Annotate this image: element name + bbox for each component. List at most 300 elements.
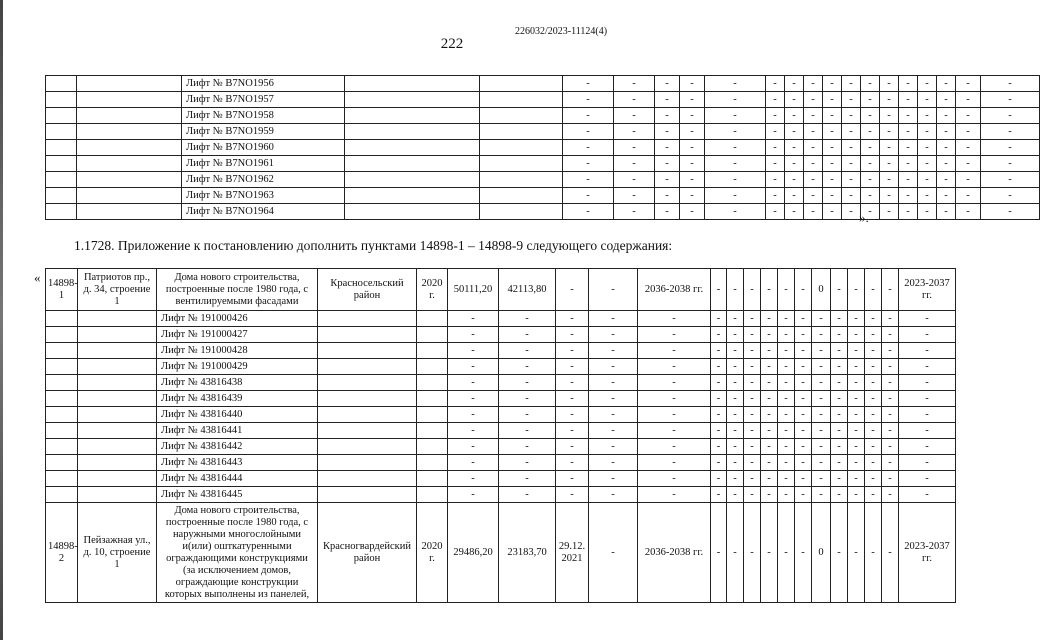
- entry-area2: 42113,80: [499, 269, 556, 311]
- table-row: [46, 503, 956, 603]
- table-row: [46, 455, 956, 471]
- dash-cell: -: [918, 204, 937, 220]
- dash-cell: -: [848, 455, 865, 471]
- dash-cell: -: [744, 423, 761, 439]
- dash-cell: -: [823, 76, 842, 92]
- lift-label: Лифт № 43816443: [157, 455, 318, 471]
- dash-cell: -: [778, 327, 795, 343]
- dash-cell: -: [831, 311, 848, 327]
- dash-cell: -: [795, 343, 812, 359]
- empty-cell: [78, 439, 157, 455]
- dash-cell: -: [956, 76, 981, 92]
- empty-cell: [345, 140, 480, 156]
- dash-cell: -: [655, 124, 680, 140]
- dash-cell: -: [812, 359, 831, 375]
- dash-cell: -: [899, 407, 956, 423]
- lift-label: Лифт № B7NO1959: [182, 124, 345, 140]
- dash-cell: -: [448, 375, 499, 391]
- dash-cell: -: [861, 76, 880, 92]
- dash-cell: -: [831, 269, 848, 311]
- dash-cell: -: [899, 455, 956, 471]
- dash-cell: -: [744, 311, 761, 327]
- dash-cell: -: [899, 471, 956, 487]
- dash-cell: -: [981, 188, 1040, 204]
- dash-cell: -: [865, 503, 882, 603]
- dash-cell: -: [899, 108, 918, 124]
- dash-cell: -: [744, 391, 761, 407]
- dash-cell: -: [956, 156, 981, 172]
- entry-district: Красногвардейский район: [318, 503, 417, 603]
- dash-cell: -: [680, 188, 705, 204]
- dash-cell: -: [680, 92, 705, 108]
- entry-address: Пейзажная ул., д. 10, строение 1: [78, 503, 157, 603]
- dash-cell: -: [778, 311, 795, 327]
- dash-cell: -: [614, 108, 655, 124]
- dash-cell: -: [865, 391, 882, 407]
- dash-cell: -: [778, 359, 795, 375]
- dash-cell: -: [655, 156, 680, 172]
- dash-cell: -: [956, 140, 981, 156]
- dash-cell: -: [865, 407, 882, 423]
- empty-cell: [417, 455, 448, 471]
- table-row: [46, 204, 1040, 220]
- dash-cell: -: [705, 204, 766, 220]
- dash-cell: -: [448, 423, 499, 439]
- lift-label: Лифт № 43816440: [157, 407, 318, 423]
- dash-cell: -: [761, 327, 778, 343]
- dash-cell: -: [766, 172, 785, 188]
- dash-cell: -: [880, 140, 899, 156]
- dash-cell: -: [899, 343, 956, 359]
- dash-cell: -: [556, 359, 589, 375]
- empty-cell: [77, 124, 182, 140]
- dash-cell: -: [655, 108, 680, 124]
- dash-cell: -: [785, 124, 804, 140]
- empty-cell: [77, 156, 182, 172]
- zero-cell: 0: [812, 503, 831, 603]
- amendment-table: [45, 268, 956, 603]
- dash-cell: -: [918, 156, 937, 172]
- lift-label: Лифт № B7NO1964: [182, 204, 345, 220]
- dash-cell: -: [831, 455, 848, 471]
- dash-cell: -: [918, 92, 937, 108]
- dash-cell: -: [842, 156, 861, 172]
- dash-cell: -: [842, 204, 861, 220]
- dash-cell: -: [499, 407, 556, 423]
- dash-cell: -: [766, 92, 785, 108]
- dash-cell: -: [499, 471, 556, 487]
- dash-cell: -: [823, 156, 842, 172]
- dash-cell: -: [448, 391, 499, 407]
- dash-cell: -: [804, 204, 823, 220]
- dash-cell: -: [937, 92, 956, 108]
- dash-cell: -: [589, 359, 638, 375]
- dash-cell: -: [812, 407, 831, 423]
- dash-cell: -: [937, 76, 956, 92]
- table-row: [46, 92, 1040, 108]
- page-number: 222: [440, 36, 464, 52]
- dash-cell: -: [766, 188, 785, 204]
- dash-cell: -: [899, 156, 918, 172]
- dash-cell: -: [766, 140, 785, 156]
- dash-cell: -: [766, 124, 785, 140]
- dash-cell: -: [831, 503, 848, 603]
- dash-cell: -: [499, 359, 556, 375]
- dash-cell: -: [727, 423, 744, 439]
- dash-cell: -: [880, 156, 899, 172]
- dash-cell: -: [882, 455, 899, 471]
- empty-cell: [318, 343, 417, 359]
- dash-cell: -: [882, 375, 899, 391]
- entry-area1: 29486,20: [448, 503, 499, 603]
- dash-cell: -: [848, 269, 865, 311]
- dash-cell: -: [848, 423, 865, 439]
- dash-cell: -: [842, 124, 861, 140]
- dash-cell: -: [981, 204, 1040, 220]
- empty-cell: [345, 172, 480, 188]
- empty-cell: [46, 439, 78, 455]
- dash-cell: -: [556, 311, 589, 327]
- dash-cell: -: [655, 140, 680, 156]
- dash-cell: -: [563, 124, 614, 140]
- table-row: [46, 140, 1040, 156]
- lift-label: Лифт № 43816438: [157, 375, 318, 391]
- dash-cell: -: [727, 343, 744, 359]
- dash-cell: -: [744, 439, 761, 455]
- empty-cell: [417, 439, 448, 455]
- table-row: [46, 407, 956, 423]
- dash-cell: -: [761, 269, 778, 311]
- dash-cell: -: [563, 204, 614, 220]
- dash-cell: -: [589, 343, 638, 359]
- dash-cell: -: [865, 487, 882, 503]
- dash-cell: -: [680, 156, 705, 172]
- dash-cell: -: [795, 269, 812, 311]
- dash-cell: -: [865, 311, 882, 327]
- lift-label: Лифт № 43816444: [157, 471, 318, 487]
- empty-cell: [417, 359, 448, 375]
- dash-cell: -: [744, 455, 761, 471]
- empty-cell: [318, 471, 417, 487]
- dash-cell: -: [499, 391, 556, 407]
- empty-cell: [318, 311, 417, 327]
- dash-cell: -: [882, 359, 899, 375]
- dash-cell: -: [499, 327, 556, 343]
- dash-cell: -: [842, 76, 861, 92]
- dash-cell: -: [882, 487, 899, 503]
- dash-cell: -: [918, 124, 937, 140]
- dash-cell: -: [589, 503, 638, 603]
- dash-cell: -: [899, 76, 918, 92]
- empty-cell: [77, 188, 182, 204]
- dash-cell: -: [956, 188, 981, 204]
- dash-cell: -: [563, 156, 614, 172]
- dash-cell: -: [795, 503, 812, 603]
- dash-cell: -: [981, 140, 1040, 156]
- empty-cell: [480, 204, 563, 220]
- dash-cell: -: [499, 455, 556, 471]
- dash-cell: -: [589, 375, 638, 391]
- dash-cell: -: [778, 487, 795, 503]
- dash-cell: -: [727, 375, 744, 391]
- dash-cell: -: [778, 269, 795, 311]
- dash-cell: -: [981, 92, 1040, 108]
- dash-cell: -: [638, 487, 711, 503]
- dash-cell: -: [861, 108, 880, 124]
- dash-cell: -: [981, 76, 1040, 92]
- opening-quote: «: [34, 270, 41, 285]
- dash-cell: -: [448, 487, 499, 503]
- dash-cell: -: [761, 423, 778, 439]
- empty-cell: [345, 124, 480, 140]
- table-row: [46, 359, 956, 375]
- lift-label: Лифт № 43816441: [157, 423, 318, 439]
- dash-cell: -: [680, 108, 705, 124]
- dash-cell: -: [823, 124, 842, 140]
- dash-cell: -: [744, 487, 761, 503]
- empty-cell: [77, 140, 182, 156]
- dash-cell: -: [882, 439, 899, 455]
- dash-cell: -: [589, 327, 638, 343]
- dash-cell: -: [705, 172, 766, 188]
- dash-cell: -: [638, 391, 711, 407]
- dash-cell: -: [761, 407, 778, 423]
- lift-label: Лифт № 43816439: [157, 391, 318, 407]
- dash-cell: -: [882, 327, 899, 343]
- dash-cell: -: [804, 156, 823, 172]
- dash-cell: -: [711, 439, 727, 455]
- dash-cell: -: [761, 375, 778, 391]
- empty-cell: [46, 108, 77, 124]
- dash-cell: -: [795, 455, 812, 471]
- dash-cell: -: [744, 359, 761, 375]
- dash-cell: -: [865, 327, 882, 343]
- entry-year: 2020 г.: [417, 503, 448, 603]
- dash-cell: -: [744, 471, 761, 487]
- dash-cell: -: [899, 327, 956, 343]
- table-row: [46, 343, 956, 359]
- table-row: [46, 423, 956, 439]
- dash-cell: -: [563, 188, 614, 204]
- empty-cell: [417, 311, 448, 327]
- dash-cell: -: [812, 439, 831, 455]
- table-row: [46, 156, 1040, 172]
- dash-cell: -: [785, 108, 804, 124]
- dash-cell: -: [861, 140, 880, 156]
- empty-cell: [417, 407, 448, 423]
- dash-cell: -: [918, 140, 937, 156]
- dash-cell: -: [448, 327, 499, 343]
- dash-cell: -: [882, 343, 899, 359]
- dash-cell: -: [804, 124, 823, 140]
- dash-cell: -: [727, 471, 744, 487]
- dash-cell: -: [711, 311, 727, 327]
- dash-cell: -: [899, 204, 918, 220]
- dash-cell: -: [861, 172, 880, 188]
- dash-cell: -: [831, 487, 848, 503]
- dash-cell: -: [831, 359, 848, 375]
- empty-cell: [345, 156, 480, 172]
- dash-cell: -: [744, 343, 761, 359]
- dash-cell: -: [711, 455, 727, 471]
- dash-cell: -: [589, 311, 638, 327]
- dash-cell: -: [848, 391, 865, 407]
- empty-cell: [318, 391, 417, 407]
- empty-cell: [46, 375, 78, 391]
- dash-cell: -: [831, 391, 848, 407]
- dash-cell: -: [761, 391, 778, 407]
- dash-cell: -: [761, 503, 778, 603]
- dash-cell: -: [711, 343, 727, 359]
- dash-cell: -: [638, 455, 711, 471]
- dash-cell: -: [899, 439, 956, 455]
- empty-cell: [417, 423, 448, 439]
- dash-cell: -: [848, 439, 865, 455]
- lift-label: Лифт № B7NO1961: [182, 156, 345, 172]
- document-id: 226032/2023-11124(4): [515, 26, 608, 37]
- dash-cell: -: [638, 343, 711, 359]
- dash-cell: -: [918, 172, 937, 188]
- empty-cell: [78, 375, 157, 391]
- empty-cell: [318, 359, 417, 375]
- dash-cell: -: [785, 156, 804, 172]
- dash-cell: -: [680, 172, 705, 188]
- empty-cell: [78, 471, 157, 487]
- empty-cell: [46, 92, 77, 108]
- dash-cell: -: [727, 359, 744, 375]
- empty-cell: [46, 156, 77, 172]
- lift-label: Лифт № 191000429: [157, 359, 318, 375]
- dash-cell: -: [956, 172, 981, 188]
- dash-cell: -: [705, 76, 766, 92]
- table-row: [46, 124, 1040, 140]
- dash-cell: -: [899, 487, 956, 503]
- empty-cell: [46, 343, 78, 359]
- table-row: [46, 311, 956, 327]
- dash-cell: -: [499, 487, 556, 503]
- dash-cell: -: [761, 471, 778, 487]
- dash-cell: -: [448, 407, 499, 423]
- empty-cell: [46, 359, 78, 375]
- dash-cell: -: [880, 76, 899, 92]
- table-row: [46, 172, 1040, 188]
- dash-cell: -: [812, 391, 831, 407]
- empty-cell: [78, 423, 157, 439]
- dash-cell: -: [744, 269, 761, 311]
- empty-cell: [77, 204, 182, 220]
- lift-label: Лифт № B7NO1958: [182, 108, 345, 124]
- dash-cell: -: [795, 471, 812, 487]
- empty-cell: [417, 327, 448, 343]
- dash-cell: -: [638, 327, 711, 343]
- dash-cell: -: [831, 343, 848, 359]
- dash-cell: -: [937, 140, 956, 156]
- dash-cell: -: [956, 108, 981, 124]
- dash-cell: -: [804, 76, 823, 92]
- dash-cell: -: [956, 204, 981, 220]
- dash-cell: -: [655, 172, 680, 188]
- dash-cell: -: [880, 92, 899, 108]
- dash-cell: -: [804, 188, 823, 204]
- empty-cell: [78, 327, 157, 343]
- dash-cell: -: [865, 455, 882, 471]
- empty-cell: [318, 407, 417, 423]
- entry-area1: 50111,20: [448, 269, 499, 311]
- empty-cell: [78, 391, 157, 407]
- dash-cell: -: [865, 439, 882, 455]
- dash-cell: -: [795, 423, 812, 439]
- dash-cell: -: [795, 391, 812, 407]
- dash-cell: -: [556, 455, 589, 471]
- empty-cell: [77, 76, 182, 92]
- empty-cell: [78, 487, 157, 503]
- empty-cell: [77, 92, 182, 108]
- dash-cell: -: [638, 439, 711, 455]
- dash-cell: -: [563, 172, 614, 188]
- dash-cell: -: [899, 188, 918, 204]
- empty-cell: [480, 124, 563, 140]
- empty-cell: [480, 92, 563, 108]
- dash-cell: -: [761, 359, 778, 375]
- empty-cell: [345, 92, 480, 108]
- dash-cell: -: [848, 503, 865, 603]
- dash-cell: -: [744, 503, 761, 603]
- dash-cell: -: [899, 423, 956, 439]
- dash-cell: -: [705, 124, 766, 140]
- dash-cell: -: [638, 471, 711, 487]
- empty-cell: [78, 359, 157, 375]
- dash-cell: -: [831, 423, 848, 439]
- dash-cell: -: [680, 124, 705, 140]
- scan-edge: [0, 0, 3, 640]
- empty-cell: [46, 487, 78, 503]
- dash-cell: -: [956, 92, 981, 108]
- empty-cell: [46, 407, 78, 423]
- table-row: [46, 439, 956, 455]
- dash-cell: -: [727, 455, 744, 471]
- dash-cell: -: [711, 375, 727, 391]
- dash-cell: -: [831, 439, 848, 455]
- dash-cell: -: [956, 124, 981, 140]
- entry-period2: 2023-2037 гг.: [899, 503, 956, 603]
- empty-cell: [77, 108, 182, 124]
- dash-cell: -: [563, 108, 614, 124]
- dash-cell: -: [899, 172, 918, 188]
- entry-area2: 23183,70: [499, 503, 556, 603]
- dash-cell: -: [882, 391, 899, 407]
- dash-cell: -: [785, 188, 804, 204]
- dash-cell: -: [795, 375, 812, 391]
- dash-cell: -: [899, 375, 956, 391]
- amendment-paragraph: 1.1728. Приложение к постановлению дополнить пунктами 14898-1 – 14898-9 следующего содержания:: [74, 238, 673, 253]
- closing-quote: ».: [859, 210, 869, 225]
- dash-cell: -: [865, 471, 882, 487]
- dash-cell: -: [865, 343, 882, 359]
- lift-label: Лифт № 43816442: [157, 439, 318, 455]
- dash-cell: -: [680, 204, 705, 220]
- dash-cell: -: [589, 471, 638, 487]
- dash-cell: -: [614, 76, 655, 92]
- empty-cell: [46, 140, 77, 156]
- empty-cell: [318, 439, 417, 455]
- dash-cell: -: [937, 156, 956, 172]
- dash-cell: -: [499, 311, 556, 327]
- dash-cell: -: [812, 311, 831, 327]
- dash-cell: -: [785, 172, 804, 188]
- dash-cell: -: [711, 487, 727, 503]
- dash-cell: -: [556, 269, 589, 311]
- lift-table-continuation: [45, 75, 1040, 220]
